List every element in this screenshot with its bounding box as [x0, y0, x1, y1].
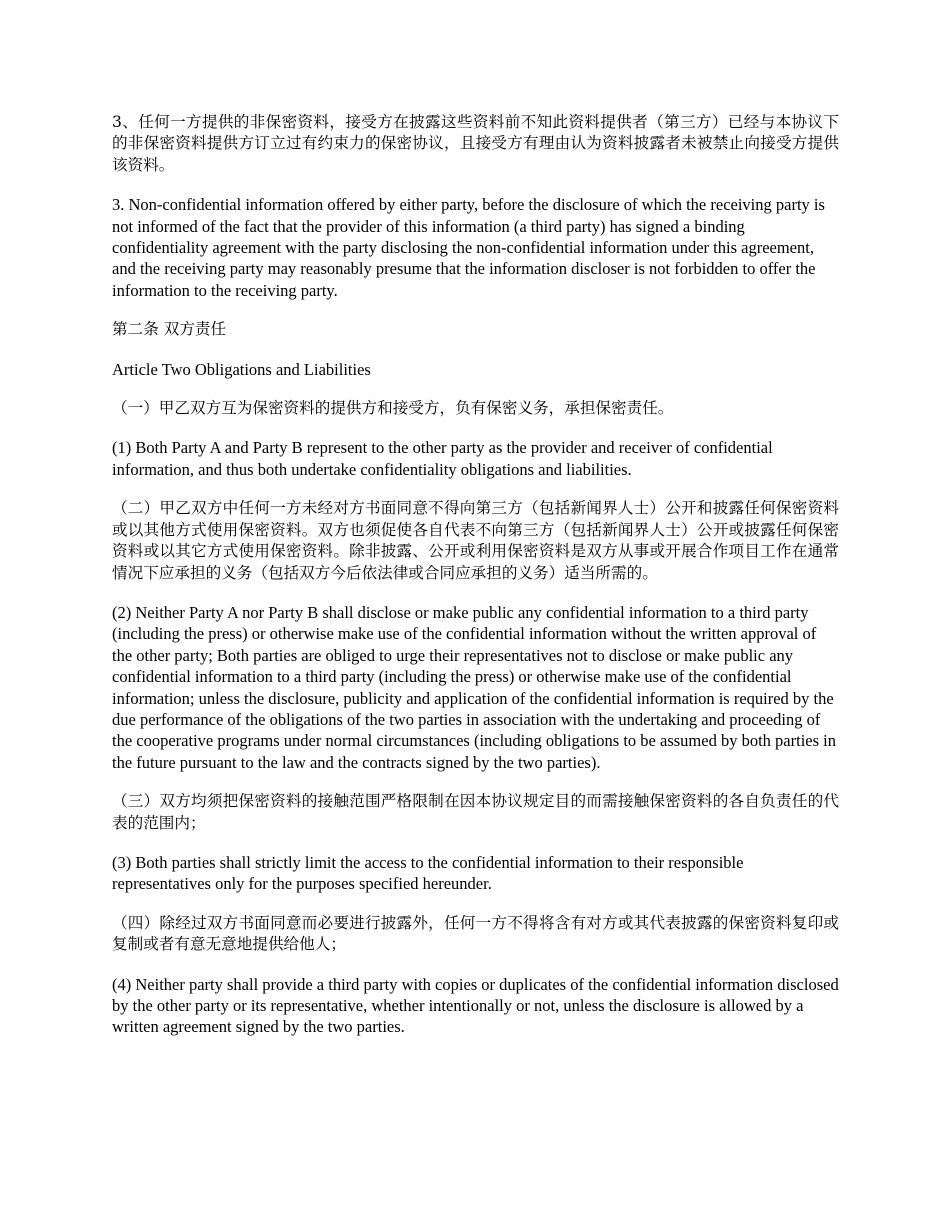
document-page: [112, 112, 839, 1056]
article-two-heading-en: Article Two Obligations and Liabilities: [112, 359, 371, 379]
clause-3-en: 3. Non-confidential information offered by either party, before the disclosure of which the receiving party is not informed of the fact that the provider of this information (a third party) has signed a binding confidentiality agreement with the party disclosing the non-confidential information under this agreement, and the receiving party may reasonably presume that the information discloser is not forbidden to offer the information to the receiving party.: [112, 195, 825, 300]
obligation-4-en: (4) Neither party shall provide a third party with copies or duplicates of the confidential information disclosed by the other party or its representative, whether intentionally or not, unless the disclosure is allowed by a written agreement signed by the two parties.: [112, 974, 839, 1037]
obligation-2-zh: （二）甲乙双方中任何一方未经对方书面同意不得向第三方（包括新闻界人士）公开和披露任何保密资料或以其他方式使用保密资料。双方也须促使各自代表不向第三方（包括新闻界人士）公开或披露任何保密资料或以其它方式使用保密资料。除非披露、公开或利用保密资料是双方从事或开展合作项目工作在通常情况下应承担的义务（包括双方今后依法律或合同应承担的义务）适当所需的。: [112, 499, 839, 582]
obligation-3-en: (3) Both parties shall strictly limit the access to the confidential information to their responsible representatives only for the purposes specified hereunder.: [112, 852, 744, 894]
obligation-1-en: (1) Both Party A and Party B represent to the other party as the provider and receiver of confidential information, and thus both undertake confidentiality obligations and liabilities.: [112, 438, 773, 479]
obligation-2-en: (2) Neither Party A nor Party B shall disclose or make public any confidential information to a third party (including the press) or otherwise make use of the confidential information without the written approval of the other party; Both parties are obliged to urge their representatives not to disclose or make public any confidential information to a third party (including the press) or otherwise make use of the confidential information; unless the disclosure, publicity and application of the confidential information is required by the due performance of the obligations of the two parties in association with the undertaking and proceeding of the cooperative programs under normal circumstances (including obligations to be assumed by both parties in the future pursuant to the law and the contracts signed by the two parties).: [112, 602, 836, 772]
article-two-heading-zh: 第二条 双方责任: [112, 320, 227, 339]
obligation-3-zh: （三）双方均须把保密资料的接触范围严格限制在因本协议规定目的而需接触保密资料的各自负责任的代表的范围内；: [112, 792, 839, 832]
obligation-1-zh: （一）甲乙双方互为保密资料的提供方和接受方，负有保密义务，承担保密责任。: [112, 399, 674, 418]
clause-3-zh: 3、任何一方提供的非保密资料，接受方在披露这些资料前不知此资料提供者（第三方）已经与本协议下的非保密资料提供方订立过有约束力的保密协议，且接受方有理由认为资料披露者未被禁止向接受方提供该资料。: [112, 113, 839, 174]
obligation-4-zh: （四）除经过双方书面同意而必要进行披露外，任何一方不得将含有对方或其代表披露的保密资料复印或复制或者有意无意地提供给他人；: [112, 913, 839, 954]
